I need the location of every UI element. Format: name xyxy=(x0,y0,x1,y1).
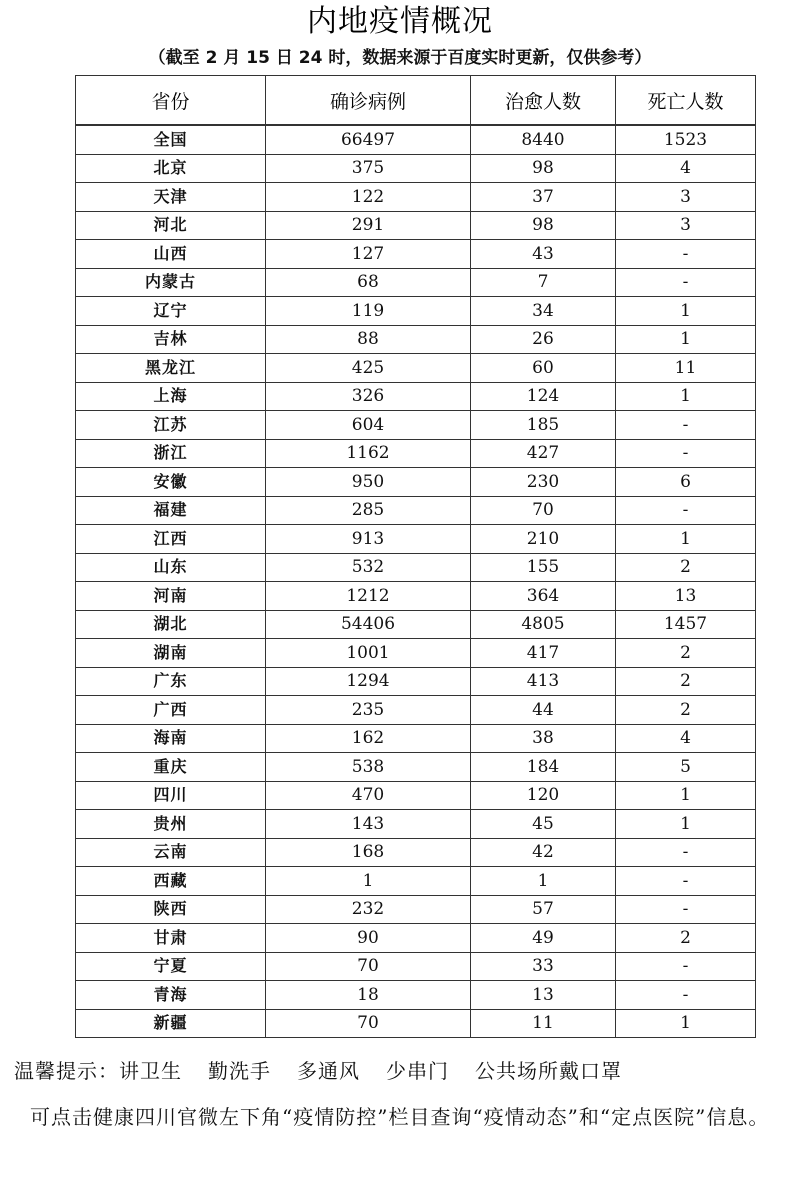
tip-line xyxy=(14,1056,800,1086)
cell-recovered: 98 xyxy=(471,154,616,183)
cell-deaths: 6 xyxy=(616,468,756,497)
cell-deaths: - xyxy=(616,240,756,269)
cell-province: 西藏 xyxy=(76,867,266,896)
cell-deaths: - xyxy=(616,268,756,297)
table-row xyxy=(76,211,756,240)
cell-province: 广东 xyxy=(76,667,266,696)
header-recovered: 治愈人数 xyxy=(471,76,616,126)
cell-recovered: 155 xyxy=(471,553,616,582)
cell-deaths: 1457 xyxy=(616,610,756,639)
header-confirmed: 确诊病例 xyxy=(266,76,471,126)
table-row xyxy=(76,553,756,582)
cell-deaths: 1 xyxy=(616,810,756,839)
cell-deaths: 5 xyxy=(616,753,756,782)
table-row xyxy=(76,838,756,867)
table-row xyxy=(76,268,756,297)
cell-deaths: 1 xyxy=(616,781,756,810)
cell-recovered: 124 xyxy=(471,382,616,411)
cell-deaths: 1523 xyxy=(616,125,756,154)
cell-deaths: 4 xyxy=(616,154,756,183)
cell-confirmed: 235 xyxy=(266,696,471,725)
cell-recovered: 210 xyxy=(471,525,616,554)
cell-confirmed: 1 xyxy=(266,867,471,896)
cell-province: 全国 xyxy=(76,125,266,154)
cell-province: 湖南 xyxy=(76,639,266,668)
cell-confirmed: 70 xyxy=(266,952,471,981)
table-row xyxy=(76,981,756,1010)
cell-recovered: 413 xyxy=(471,667,616,696)
table-row xyxy=(76,867,756,896)
cell-confirmed: 18 xyxy=(266,981,471,1010)
cell-province: 吉林 xyxy=(76,325,266,354)
cell-confirmed: 1212 xyxy=(266,582,471,611)
cell-province: 河南 xyxy=(76,582,266,611)
page-title: 内地疫情概况 xyxy=(307,4,493,39)
table-row xyxy=(76,468,756,497)
cell-province: 甘肃 xyxy=(76,924,266,953)
table-row xyxy=(76,582,756,611)
header-deaths: 死亡人数 xyxy=(616,76,756,126)
table-row xyxy=(76,781,756,810)
cell-confirmed: 950 xyxy=(266,468,471,497)
cell-recovered: 427 xyxy=(471,439,616,468)
cell-province: 山东 xyxy=(76,553,266,582)
table-row xyxy=(76,924,756,953)
cell-province: 北京 xyxy=(76,154,266,183)
tip-item: 公共场所戴口罩 xyxy=(475,1059,622,1083)
tip-item: 少串门 xyxy=(386,1059,449,1083)
cell-confirmed: 66497 xyxy=(266,125,471,154)
cell-province: 安徽 xyxy=(76,468,266,497)
cell-confirmed: 127 xyxy=(266,240,471,269)
cell-deaths: - xyxy=(616,867,756,896)
table-row xyxy=(76,325,756,354)
cell-province: 浙江 xyxy=(76,439,266,468)
header-province: 省份 xyxy=(76,76,266,126)
cell-confirmed: 88 xyxy=(266,325,471,354)
cell-recovered: 42 xyxy=(471,838,616,867)
cell-recovered: 185 xyxy=(471,411,616,440)
cell-province: 湖北 xyxy=(76,610,266,639)
cell-recovered: 34 xyxy=(471,297,616,326)
cell-deaths: 11 xyxy=(616,354,756,383)
table-row xyxy=(76,240,756,269)
page-subtitle: （截至 2 月 15 日 24 时，数据来源于百度实时更新，仅供参考） xyxy=(148,48,652,68)
table-body xyxy=(76,125,756,1038)
cell-recovered: 70 xyxy=(471,496,616,525)
cell-deaths: - xyxy=(616,439,756,468)
cell-province: 重庆 xyxy=(76,753,266,782)
cell-recovered: 1 xyxy=(471,867,616,896)
cell-confirmed: 538 xyxy=(266,753,471,782)
cell-province: 四川 xyxy=(76,781,266,810)
cell-recovered: 49 xyxy=(471,924,616,953)
cell-confirmed: 913 xyxy=(266,525,471,554)
cell-province: 天津 xyxy=(76,183,266,212)
table-row xyxy=(76,183,756,212)
cell-deaths: 2 xyxy=(616,924,756,953)
cell-province: 广西 xyxy=(76,696,266,725)
cell-confirmed: 70 xyxy=(266,1009,471,1038)
cell-recovered: 33 xyxy=(471,952,616,981)
cell-recovered: 13 xyxy=(471,981,616,1010)
cell-confirmed: 425 xyxy=(266,354,471,383)
cell-deaths: 1 xyxy=(616,297,756,326)
info-paragraph: 可点击健康四川官微左下角“疫情防控”栏目查询“疫情动态”和“定点医院”信息。 xyxy=(30,1105,770,1129)
cell-province: 上海 xyxy=(76,382,266,411)
cell-confirmed: 232 xyxy=(266,895,471,924)
cell-recovered: 120 xyxy=(471,781,616,810)
epidemic-table xyxy=(75,75,756,1038)
cell-confirmed: 162 xyxy=(266,724,471,753)
cell-confirmed: 604 xyxy=(266,411,471,440)
table-row xyxy=(76,125,756,154)
cell-recovered: 38 xyxy=(471,724,616,753)
cell-recovered: 26 xyxy=(471,325,616,354)
tip-item: 多通风 xyxy=(297,1059,360,1083)
table-row xyxy=(76,496,756,525)
cell-deaths: - xyxy=(616,496,756,525)
cell-deaths: 2 xyxy=(616,696,756,725)
cell-recovered: 7 xyxy=(471,268,616,297)
cell-confirmed: 168 xyxy=(266,838,471,867)
cell-deaths: 4 xyxy=(616,724,756,753)
cell-confirmed: 90 xyxy=(266,924,471,953)
cell-recovered: 57 xyxy=(471,895,616,924)
table-row xyxy=(76,667,756,696)
cell-province: 贵州 xyxy=(76,810,266,839)
cell-recovered: 230 xyxy=(471,468,616,497)
cell-province: 福建 xyxy=(76,496,266,525)
table-row xyxy=(76,895,756,924)
cell-deaths: 1 xyxy=(616,382,756,411)
cell-confirmed: 119 xyxy=(266,297,471,326)
table-row xyxy=(76,439,756,468)
cell-recovered: 4805 xyxy=(471,610,616,639)
cell-recovered: 44 xyxy=(471,696,616,725)
cell-deaths: 2 xyxy=(616,553,756,582)
cell-deaths: - xyxy=(616,895,756,924)
cell-confirmed: 1162 xyxy=(266,439,471,468)
table-row xyxy=(76,610,756,639)
table-row xyxy=(76,696,756,725)
cell-province: 山西 xyxy=(76,240,266,269)
cell-province: 海南 xyxy=(76,724,266,753)
cell-province: 青海 xyxy=(76,981,266,1010)
cell-confirmed: 1001 xyxy=(266,639,471,668)
table-row xyxy=(76,724,756,753)
cell-province: 江苏 xyxy=(76,411,266,440)
table-row xyxy=(76,810,756,839)
cell-recovered: 98 xyxy=(471,211,616,240)
cell-recovered: 60 xyxy=(471,354,616,383)
table-row xyxy=(76,1009,756,1038)
cell-province: 辽宁 xyxy=(76,297,266,326)
cell-confirmed: 68 xyxy=(266,268,471,297)
cell-deaths: 2 xyxy=(616,667,756,696)
cell-confirmed: 122 xyxy=(266,183,471,212)
table-row xyxy=(76,525,756,554)
cell-deaths: - xyxy=(616,981,756,1010)
table-row xyxy=(76,411,756,440)
cell-confirmed: 285 xyxy=(266,496,471,525)
cell-province: 黑龙江 xyxy=(76,354,266,383)
cell-province: 江西 xyxy=(76,525,266,554)
cell-province: 新疆 xyxy=(76,1009,266,1038)
cell-deaths: - xyxy=(616,411,756,440)
cell-deaths: 13 xyxy=(616,582,756,611)
cell-recovered: 45 xyxy=(471,810,616,839)
table-row xyxy=(76,354,756,383)
cell-deaths: 1 xyxy=(616,1009,756,1038)
cell-province: 内蒙古 xyxy=(76,268,266,297)
cell-confirmed: 54406 xyxy=(266,610,471,639)
table-row xyxy=(76,639,756,668)
cell-confirmed: 470 xyxy=(266,781,471,810)
cell-recovered: 37 xyxy=(471,183,616,212)
cell-confirmed: 326 xyxy=(266,382,471,411)
cell-recovered: 184 xyxy=(471,753,616,782)
cell-deaths: 1 xyxy=(616,325,756,354)
cell-confirmed: 375 xyxy=(266,154,471,183)
cell-confirmed: 1294 xyxy=(266,667,471,696)
cell-deaths: 2 xyxy=(616,639,756,668)
cell-deaths: 3 xyxy=(616,211,756,240)
table-row xyxy=(76,753,756,782)
cell-recovered: 43 xyxy=(471,240,616,269)
cell-province: 宁夏 xyxy=(76,952,266,981)
cell-province: 陕西 xyxy=(76,895,266,924)
table-row xyxy=(76,382,756,411)
table-row xyxy=(76,952,756,981)
cell-deaths: - xyxy=(616,838,756,867)
cell-recovered: 417 xyxy=(471,639,616,668)
cell-deaths: 1 xyxy=(616,525,756,554)
cell-confirmed: 291 xyxy=(266,211,471,240)
tip-item: 勤洗手 xyxy=(208,1059,271,1083)
cell-deaths: - xyxy=(616,952,756,981)
table-row xyxy=(76,154,756,183)
tip-item: 温馨提示：讲卫生 xyxy=(14,1059,182,1083)
cell-recovered: 11 xyxy=(471,1009,616,1038)
cell-confirmed: 143 xyxy=(266,810,471,839)
cell-recovered: 8440 xyxy=(471,125,616,154)
cell-recovered: 364 xyxy=(471,582,616,611)
cell-province: 云南 xyxy=(76,838,266,867)
table-header-row xyxy=(76,76,756,126)
cell-province: 河北 xyxy=(76,211,266,240)
table-row xyxy=(76,297,756,326)
cell-confirmed: 532 xyxy=(266,553,471,582)
cell-deaths: 3 xyxy=(616,183,756,212)
